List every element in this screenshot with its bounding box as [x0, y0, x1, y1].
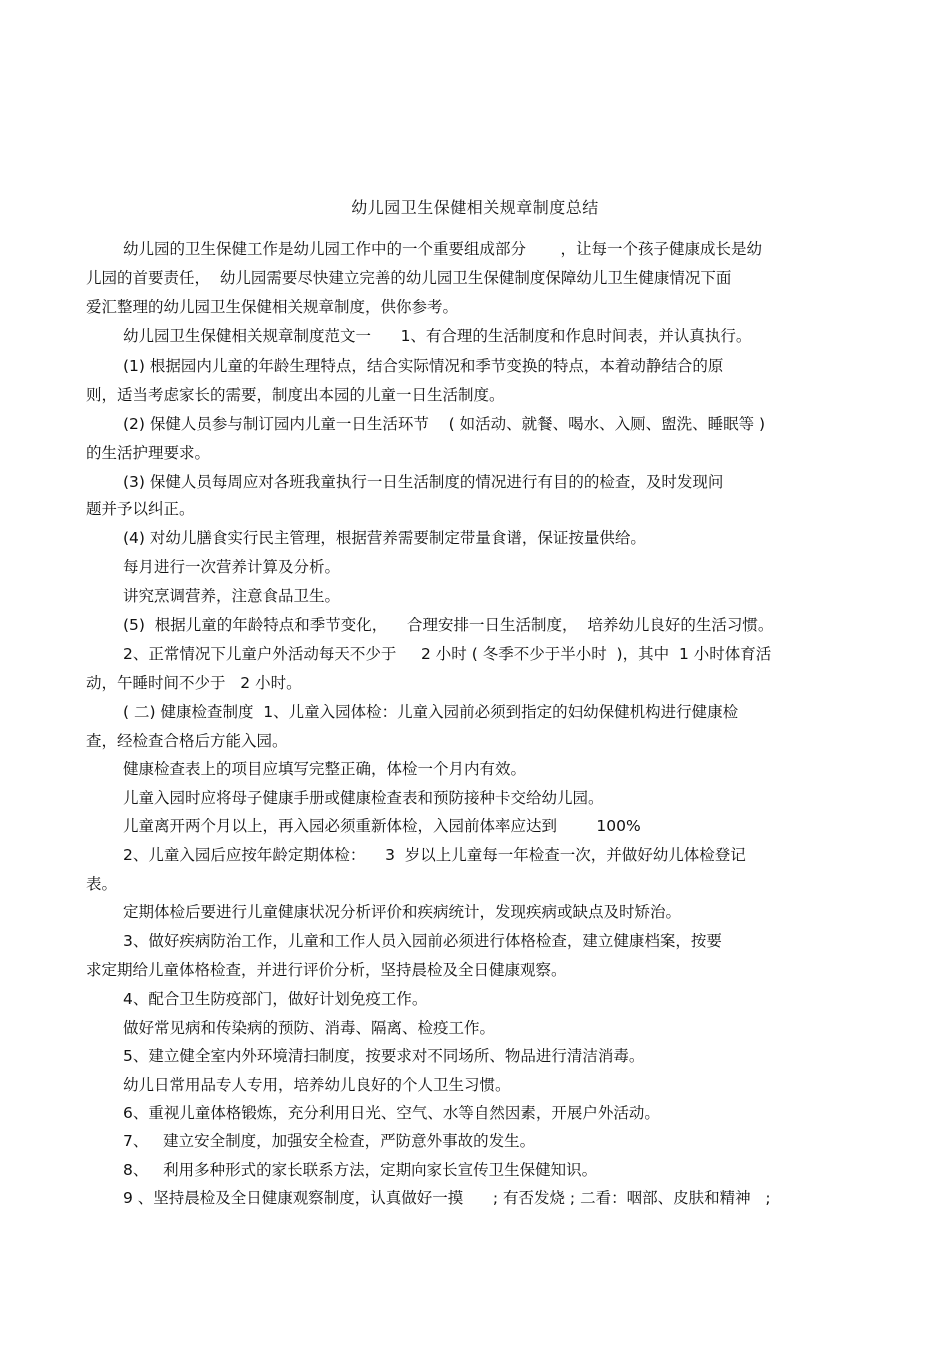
paragraph-line: 幼儿园卫生保健相关规章制度范文一 1、有合理的生活制度和作息时间表，并认真执行。	[123, 327, 752, 345]
paragraph-line: 9 、坚持晨检及全日健康观察制度，认真做好一摸 ; 有否发烧 ; 二看：咽部、皮肤和精神 ;	[123, 1189, 771, 1207]
paragraph-line: 健康检查表上的项目应填写完整正确，体检一个月内有效。	[123, 760, 527, 778]
paragraph-line: 动，午睡时间不少于 2 小时。	[86, 674, 302, 692]
paragraph-line: (5) 根据儿童的年龄特点和季节变化， 合理安排一日生活制度， 培养幼儿良好的生活习惯。	[123, 616, 774, 634]
paragraph-line: 查，经检查合格后方能入园。	[86, 732, 288, 750]
paragraph-line: 8、 利用多种形式的家长联系方法，定期向家长宣传卫生保健知识。	[123, 1161, 598, 1179]
paragraph-line: (3) 保健人员每周应对各班我童执行一日生活制度的情况进行有目的的检查，及时发现问	[123, 473, 724, 491]
paragraph-line: 讲究烹调营养，注意食品卫生。	[123, 587, 341, 605]
paragraph-line: 儿童离开两个月以上，再入园必须重新体检，入园前体率应达到 100%	[123, 817, 641, 835]
paragraph-line: 3、做好疾病防治工作，儿童和工作人员入园前必须进行体格检查，建立健康档案，按要	[123, 932, 722, 950]
paragraph-line: 表。	[86, 875, 118, 893]
paragraph-line: 2、儿童入园后应按年龄定期体检： 3 岁以上儿童每一年检查一次，并做好幼儿体检登记	[123, 846, 746, 864]
paragraph-line: (1) 根据园内儿童的年龄生理特点，结合实际情况和季节变换的特点，本着动静结合的原	[123, 357, 724, 375]
paragraph-line: (4) 对幼儿膳食实行民主管理，根据营养需要制定带量食谱，保证按量供给。	[123, 529, 646, 547]
paragraph-line: 5、建立健全室内外环境清扫制度，按要求对不同场所、物品进行清洁消毒。	[123, 1047, 645, 1065]
paragraph-line: 定期体检后要进行儿童健康状况分析评价和疾病统计，发现疾病或缺点及时矫治。	[123, 903, 682, 921]
paragraph-line: 则，适当考虑家长的需要，制度出本园的儿童一日生活制度。	[86, 386, 505, 404]
paragraph-line: 求定期给儿童体格检查，并进行评价分析，坚持晨检及全日健康观察。	[86, 961, 567, 979]
paragraph-line: 每月进行一次营养计算及分析。	[123, 558, 341, 576]
paragraph-line: 4、配合卫生防疫部门，做好计划免疫工作。	[123, 990, 428, 1008]
paragraph-line: 幼儿园的卫生保健工作是幼儿园工作中的一个重要组成部分 ，让每一个孩子健康成长是幼	[123, 240, 762, 258]
paragraph-line: 6、重视儿童体格锻炼，充分利用日光、空气、水等自然因素，开展户外活动。	[123, 1104, 660, 1122]
paragraph-line: 爱汇整理的幼儿园卫生保健相关规章制度，供你参考。	[86, 298, 459, 316]
paragraph-line: (2) 保健人员参与制订园内儿童一日生活环节 ( 如活动、就餐、喝水、入厕、盥洗、睡眠等 )	[123, 415, 766, 433]
paragraph-line: 7、 建立安全制度，加强安全检查，严防意外事故的发生。	[123, 1132, 536, 1150]
paragraph-line: 做好常见病和传染病的预防、消毒、隔离、检疫工作。	[123, 1019, 496, 1037]
paragraph-line: 2、正常情况下儿童户外活动每天不少于 2 小时 ( 冬季不少于半小时 )，其中 1 小时体育活	[123, 645, 772, 663]
paragraph-line: 儿童入园时应将母子健康手册或健康检查表和预防接种卡交给幼儿园。	[123, 789, 604, 807]
paragraph-line: 幼儿日常用品专人专用，培养幼儿良好的个人卫生习惯。	[123, 1076, 511, 1094]
paragraph-line: ( 二) 健康检查制度 1、儿童入园体检：儿童入园前必须到指定的妇幼保健机构进行健康检	[123, 703, 739, 721]
paragraph-line: 题并予以纠正。	[86, 500, 195, 518]
document-title: 幼儿园卫生保健相关规章制度总结	[351, 198, 599, 217]
paragraph-line: 的生活护理要求。	[86, 444, 211, 462]
paragraph-line: 儿园的首要责任， 幼儿园需要尽快建立完善的幼儿园卫生保健制度保障幼儿卫生健康情况下面	[86, 269, 732, 287]
